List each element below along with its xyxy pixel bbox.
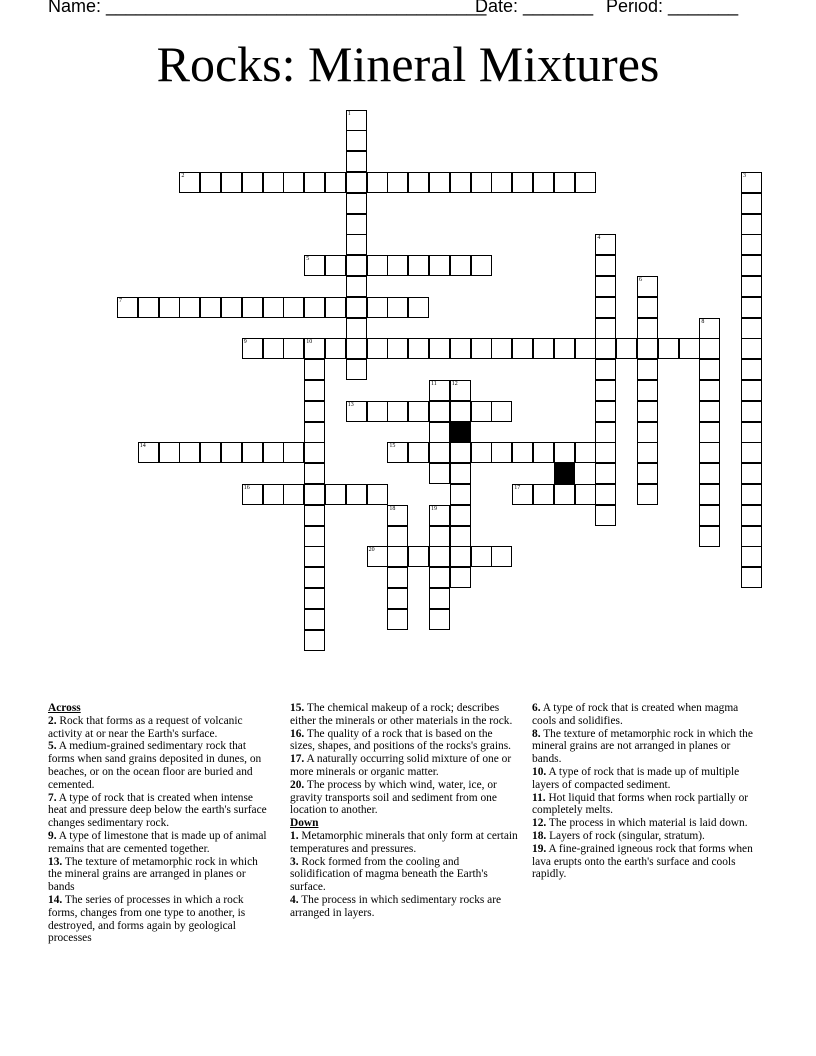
crossword-cell[interactable] bbox=[637, 401, 658, 422]
clue-text: A type of rock that is made up of multiple layers of compacted sediment. bbox=[532, 765, 740, 791]
crossword-cell[interactable] bbox=[408, 546, 429, 567]
crossword-cell[interactable] bbox=[450, 463, 471, 484]
crossword-cell[interactable] bbox=[283, 297, 304, 318]
clue-number: 8 bbox=[701, 318, 705, 325]
clue-text: The quality of a rock that is based on the sizes, shapes, and positions of the rocks's grains. bbox=[290, 727, 511, 753]
clue-text: The process in which material is laid down. bbox=[546, 817, 748, 830]
crossword-cell[interactable] bbox=[138, 297, 159, 318]
crossword-cell[interactable] bbox=[741, 526, 762, 547]
crossword-cell[interactable] bbox=[325, 172, 346, 193]
crossword-cell[interactable] bbox=[159, 442, 180, 463]
crossword-cell[interactable] bbox=[304, 567, 325, 588]
clue-item bbox=[532, 817, 762, 830]
crossword-cell[interactable] bbox=[200, 297, 221, 318]
crossword-cell[interactable] bbox=[304, 422, 325, 443]
crossword-cell[interactable] bbox=[304, 297, 325, 318]
clue-number-label: 15. bbox=[290, 702, 305, 714]
crossword-cell[interactable] bbox=[679, 338, 700, 359]
clue-number: 5 bbox=[306, 256, 310, 263]
crossword-cell[interactable] bbox=[221, 442, 242, 463]
crossword-cell[interactable] bbox=[637, 463, 658, 484]
crossword-cell[interactable] bbox=[117, 297, 138, 318]
crossword-cell[interactable] bbox=[387, 172, 408, 193]
crossword-cell[interactable] bbox=[429, 588, 450, 609]
crossword-cell[interactable] bbox=[450, 401, 471, 422]
clue-item bbox=[532, 702, 762, 728]
crossword-cell[interactable] bbox=[491, 401, 512, 422]
crossword-cell[interactable] bbox=[637, 359, 658, 380]
clue-number: 20 bbox=[368, 547, 375, 554]
crossword-cell[interactable] bbox=[429, 463, 450, 484]
across-heading: Across bbox=[48, 702, 81, 714]
crossword-cell[interactable] bbox=[179, 442, 200, 463]
name-field-label[interactable]: Name: ______________________________________ bbox=[48, 0, 487, 16]
clue-number: 2 bbox=[181, 172, 185, 179]
page-title: Rocks: Mineral Mixtures bbox=[156, 36, 660, 92]
crossword-cell[interactable] bbox=[367, 172, 388, 193]
clue-text: The chemical makeup of a rock; describes either the minerals or other materials in the rock. bbox=[290, 702, 513, 727]
crossword-cell[interactable] bbox=[325, 338, 346, 359]
crossword-cell[interactable] bbox=[387, 255, 408, 276]
crossword-cell[interactable] bbox=[741, 505, 762, 526]
crossword-cell[interactable] bbox=[304, 172, 325, 193]
crossword-cell[interactable] bbox=[741, 214, 762, 235]
crossword-cell[interactable] bbox=[429, 401, 450, 422]
clue-number-label: 16. bbox=[290, 727, 305, 740]
crossword-cell[interactable] bbox=[741, 318, 762, 339]
crossword-cell[interactable] bbox=[242, 297, 263, 318]
crossword-cell[interactable] bbox=[387, 567, 408, 588]
crossword-cell[interactable] bbox=[408, 442, 429, 463]
crossword-cell[interactable] bbox=[595, 463, 616, 484]
crossword-cell[interactable] bbox=[367, 297, 388, 318]
clue-number: 13 bbox=[347, 401, 354, 408]
crossword-cell[interactable] bbox=[637, 318, 658, 339]
clue-item bbox=[532, 766, 762, 792]
crossword-cell[interactable] bbox=[346, 193, 367, 214]
crossword-cell[interactable] bbox=[491, 338, 512, 359]
crossword-cell[interactable] bbox=[616, 338, 637, 359]
crossword-cell[interactable] bbox=[242, 484, 263, 505]
crossword-cell[interactable] bbox=[263, 297, 284, 318]
clue-text: Hot liquid that forms when rock partially or completely melts. bbox=[532, 791, 749, 817]
clue-number-label: 6. bbox=[532, 702, 541, 714]
crossword-cell[interactable] bbox=[595, 276, 616, 297]
blocked-cell bbox=[554, 463, 575, 484]
clue-number: 10 bbox=[306, 339, 313, 346]
crossword-cell[interactable] bbox=[637, 276, 658, 297]
clue-text: A naturally occurring solid mixture of one or more minerals or organic matter. bbox=[290, 753, 512, 778]
crossword-cell[interactable] bbox=[429, 338, 450, 359]
crossword-cell[interactable] bbox=[741, 463, 762, 484]
crossword-cell[interactable] bbox=[429, 546, 450, 567]
crossword-cell[interactable] bbox=[159, 297, 180, 318]
clue-number-label: 3. bbox=[290, 855, 299, 868]
crossword-cell[interactable] bbox=[283, 338, 304, 359]
crossword-cell[interactable] bbox=[741, 401, 762, 422]
crossword-cell[interactable] bbox=[429, 442, 450, 463]
crossword-cell[interactable] bbox=[741, 234, 762, 255]
crossword-cell[interactable] bbox=[533, 338, 554, 359]
crossword-cell[interactable] bbox=[304, 380, 325, 401]
clue-item bbox=[290, 753, 520, 779]
clue-item bbox=[48, 792, 273, 830]
crossword-cell[interactable] bbox=[637, 338, 658, 359]
crossword-cell[interactable] bbox=[533, 484, 554, 505]
crossword-cell[interactable] bbox=[554, 442, 575, 463]
crossword-cell[interactable] bbox=[699, 318, 720, 339]
clue-text: A type of rock that is created when magma cools and solidifies. bbox=[532, 702, 739, 727]
clue-text: A fine-grained igneous rock that forms when lava erupts onto the earth's surface and cools rapidly. bbox=[532, 842, 753, 881]
crossword-cell[interactable] bbox=[741, 193, 762, 214]
crossword-cell[interactable] bbox=[637, 442, 658, 463]
clue-number-label: 10. bbox=[532, 765, 547, 778]
crossword-cell[interactable] bbox=[512, 484, 533, 505]
clue-item bbox=[290, 702, 520, 728]
crossword-cell[interactable] bbox=[575, 442, 596, 463]
clue-text: The process by which wind, water, ice, or gravity transports soil and sediment from one location to another. bbox=[290, 778, 497, 817]
crossword-cell[interactable] bbox=[450, 380, 471, 401]
crossword-cell[interactable] bbox=[533, 172, 554, 193]
clue-column-2 bbox=[290, 702, 520, 920]
clue-text: Rock formed from the cooling and solidification of magma beneath the Earth's surface. bbox=[290, 855, 488, 894]
crossword-cell[interactable] bbox=[387, 505, 408, 526]
crossword-cell[interactable] bbox=[179, 172, 200, 193]
crossword-cell[interactable] bbox=[346, 214, 367, 235]
clue-text: The series of processes in which a rock forms, changes from one type to another, is destroyed, and forms again by geological processes bbox=[48, 893, 246, 945]
crossword-cell[interactable] bbox=[304, 546, 325, 567]
crossword-cell[interactable] bbox=[346, 255, 367, 276]
clue-number-label: 19. bbox=[532, 842, 547, 855]
clue-number-label: 7. bbox=[48, 791, 57, 804]
crossword-cell[interactable] bbox=[304, 255, 325, 276]
crossword-cell[interactable] bbox=[512, 442, 533, 463]
crossword-cell[interactable] bbox=[450, 484, 471, 505]
crossword-cell[interactable] bbox=[491, 442, 512, 463]
clue-number-label: 1. bbox=[290, 829, 299, 842]
crossword-cell[interactable] bbox=[408, 255, 429, 276]
crossword-cell[interactable] bbox=[699, 505, 720, 526]
crossword-cell[interactable] bbox=[367, 546, 388, 567]
crossword-cell[interactable] bbox=[387, 401, 408, 422]
clue-item bbox=[532, 728, 762, 766]
crossword-cell[interactable] bbox=[429, 567, 450, 588]
clue-number-label: 2. bbox=[48, 714, 57, 727]
crossword-cell[interactable] bbox=[699, 338, 720, 359]
blocked-cell bbox=[450, 422, 471, 443]
crossword-cell[interactable] bbox=[429, 255, 450, 276]
crossword-cell[interactable] bbox=[346, 359, 367, 380]
crossword-cell[interactable] bbox=[263, 172, 284, 193]
crossword-cell[interactable] bbox=[408, 172, 429, 193]
crossword-cell[interactable] bbox=[595, 297, 616, 318]
crossword-cell[interactable] bbox=[304, 588, 325, 609]
crossword-cell[interactable] bbox=[699, 463, 720, 484]
crossword-cell[interactable] bbox=[304, 463, 325, 484]
crossword-cell[interactable] bbox=[471, 442, 492, 463]
clue-text: Metamorphic minerals that only form at certain temperatures and pressures. bbox=[290, 829, 518, 855]
clue-number: 17 bbox=[514, 484, 521, 491]
crossword-cell[interactable] bbox=[429, 609, 450, 630]
crossword-cell[interactable] bbox=[741, 422, 762, 443]
crossword-cell[interactable] bbox=[450, 505, 471, 526]
clue-number-label: 14. bbox=[48, 893, 63, 906]
clue-text: A medium-grained sedimentary rock that forms when sand grains deposited in dunes, on beaches, or on the ocean floor are buried and cemented. bbox=[48, 740, 262, 791]
crossword-cell[interactable] bbox=[699, 484, 720, 505]
clue-number-label: 8. bbox=[532, 727, 541, 740]
clue-text: The texture of metamorphic rock in which the mineral grains are not arranged in planes or bands. bbox=[532, 727, 753, 766]
clue-number: 4 bbox=[597, 235, 601, 242]
crossword-cell[interactable] bbox=[263, 484, 284, 505]
crossword-cell[interactable] bbox=[346, 484, 367, 505]
crossword-cell[interactable] bbox=[387, 297, 408, 318]
crossword-cell[interactable] bbox=[512, 172, 533, 193]
crossword-cell[interactable] bbox=[304, 401, 325, 422]
clue-number-label: 20. bbox=[290, 778, 305, 791]
clue-item bbox=[290, 856, 520, 894]
clue-number-label: 4. bbox=[290, 893, 299, 906]
clue-item bbox=[48, 715, 273, 741]
crossword-cell[interactable] bbox=[637, 380, 658, 401]
crossword-cell[interactable] bbox=[595, 422, 616, 443]
clue-number: 7 bbox=[119, 297, 122, 304]
crossword-cell[interactable] bbox=[450, 526, 471, 547]
crossword-cell[interactable] bbox=[637, 484, 658, 505]
crossword-cell[interactable] bbox=[450, 172, 471, 193]
crossword-cell[interactable] bbox=[283, 172, 304, 193]
crossword-cell[interactable] bbox=[387, 442, 408, 463]
crossword-cell[interactable] bbox=[741, 359, 762, 380]
crossword-cell[interactable] bbox=[263, 338, 284, 359]
crossword-cell[interactable] bbox=[408, 401, 429, 422]
crossword-cell[interactable] bbox=[304, 526, 325, 547]
crossword-cell[interactable] bbox=[429, 380, 450, 401]
clue-item bbox=[290, 779, 520, 817]
crossword-cell[interactable] bbox=[304, 338, 325, 359]
clue-item bbox=[48, 830, 273, 856]
clue-number: 6 bbox=[639, 276, 642, 283]
crossword-cell[interactable] bbox=[471, 338, 492, 359]
clue-number-label: 18. bbox=[532, 829, 547, 842]
clue-item bbox=[48, 740, 273, 791]
crossword-cell[interactable] bbox=[429, 505, 450, 526]
crossword-cell[interactable] bbox=[242, 172, 263, 193]
clue-number: 3 bbox=[743, 172, 746, 179]
crossword-cell[interactable] bbox=[595, 484, 616, 505]
crossword-cell[interactable] bbox=[387, 526, 408, 547]
crossword-cell[interactable] bbox=[242, 338, 263, 359]
crossword-cell[interactable] bbox=[595, 380, 616, 401]
crossword-cell[interactable] bbox=[346, 110, 367, 131]
down-heading: Down bbox=[290, 817, 319, 830]
crossword-cell[interactable] bbox=[367, 401, 388, 422]
crossword-cell[interactable] bbox=[325, 297, 346, 318]
clue-number: 15 bbox=[389, 443, 396, 450]
crossword-cell[interactable] bbox=[741, 255, 762, 276]
crossword-cell[interactable] bbox=[325, 484, 346, 505]
crossword-cell[interactable] bbox=[637, 297, 658, 318]
crossword-cell[interactable] bbox=[471, 546, 492, 567]
crossword-cell[interactable] bbox=[741, 567, 762, 588]
crossword-cell[interactable] bbox=[138, 442, 159, 463]
crossword-cell[interactable] bbox=[637, 422, 658, 443]
crossword-cell[interactable] bbox=[304, 442, 325, 463]
crossword-cell[interactable] bbox=[741, 546, 762, 567]
crossword-cell[interactable] bbox=[450, 546, 471, 567]
crossword-cell[interactable] bbox=[304, 505, 325, 526]
crossword-cell[interactable] bbox=[346, 276, 367, 297]
crossword-cell[interactable] bbox=[741, 442, 762, 463]
clue-text: Rock that forms as a request of volcanic activity at or near the Earth's surface. bbox=[48, 714, 243, 740]
clue-column-1 bbox=[48, 702, 273, 945]
crossword-cell[interactable] bbox=[346, 234, 367, 255]
period-field-label[interactable]: Period: _______ bbox=[606, 0, 739, 16]
crossword-cell[interactable] bbox=[595, 442, 616, 463]
crossword-cell[interactable] bbox=[699, 526, 720, 547]
crossword-cell[interactable] bbox=[595, 359, 616, 380]
clue-item bbox=[532, 830, 762, 843]
clue-number-label: 12. bbox=[532, 817, 547, 830]
clue-number-label: 9. bbox=[48, 829, 57, 842]
clue-number: 16 bbox=[243, 484, 250, 491]
crossword-cell[interactable] bbox=[429, 172, 450, 193]
crossword-cell[interactable] bbox=[387, 338, 408, 359]
crossword-cell[interactable] bbox=[346, 130, 367, 151]
crossword-cell[interactable] bbox=[595, 234, 616, 255]
clue-item bbox=[290, 894, 520, 920]
crossword-cell[interactable] bbox=[741, 380, 762, 401]
clue-number-label: 11. bbox=[532, 791, 546, 804]
crossword-cell[interactable] bbox=[200, 442, 221, 463]
clue-column-3 bbox=[532, 702, 762, 881]
crossword-cell[interactable] bbox=[741, 338, 762, 359]
crossword-cell[interactable] bbox=[387, 609, 408, 630]
crossword-cell[interactable] bbox=[575, 338, 596, 359]
clue-number: 1 bbox=[347, 110, 351, 117]
crossword-cell[interactable] bbox=[429, 422, 450, 443]
crossword-cell[interactable] bbox=[471, 172, 492, 193]
crossword-cell[interactable] bbox=[575, 172, 596, 193]
crossword-cell[interactable] bbox=[699, 422, 720, 443]
crossword-cell[interactable] bbox=[200, 172, 221, 193]
clue-number: 12 bbox=[451, 380, 458, 387]
crossword-cell[interactable] bbox=[699, 401, 720, 422]
crossword-cell[interactable] bbox=[304, 609, 325, 630]
crossword-cell[interactable] bbox=[575, 484, 596, 505]
clue-text: The process in which sedimentary rocks are arranged in layers. bbox=[290, 893, 502, 919]
crossword-cell[interactable] bbox=[304, 359, 325, 380]
clue-item bbox=[532, 792, 762, 818]
crossword-cell[interactable] bbox=[367, 338, 388, 359]
crossword-cell[interactable] bbox=[595, 401, 616, 422]
crossword-cell[interactable] bbox=[658, 338, 679, 359]
clue-number: 9 bbox=[243, 339, 247, 346]
crossword-cell[interactable] bbox=[554, 338, 575, 359]
crossword-cell[interactable] bbox=[595, 255, 616, 276]
clue-text: A type of rock that is created when intense heat and pressure deep below the earth's surface changes sedimentary rock. bbox=[48, 791, 267, 830]
clue-number: 14 bbox=[139, 443, 146, 450]
crossword-cell[interactable] bbox=[408, 338, 429, 359]
crossword-cell[interactable] bbox=[450, 338, 471, 359]
crossword-cell[interactable] bbox=[346, 172, 367, 193]
crossword-cell[interactable] bbox=[346, 151, 367, 172]
clue-text: Layers of rock (singular, stratum). bbox=[546, 829, 705, 842]
crossword-cell[interactable] bbox=[283, 442, 304, 463]
crossword-cell[interactable] bbox=[304, 630, 325, 651]
crossword-cell[interactable] bbox=[387, 588, 408, 609]
clue-item bbox=[290, 830, 520, 856]
crossword-cell[interactable] bbox=[595, 318, 616, 339]
crossword-cell[interactable] bbox=[699, 380, 720, 401]
crossword-cell[interactable] bbox=[699, 359, 720, 380]
clue-text: The texture of metamorphic rock in which the mineral grains are arranged in planes or bands bbox=[48, 855, 258, 894]
crossword-cell[interactable] bbox=[304, 484, 325, 505]
date-field-label[interactable]: Date: _______ bbox=[475, 0, 594, 16]
crossword-cell[interactable] bbox=[346, 318, 367, 339]
crossword-cell[interactable] bbox=[221, 172, 242, 193]
clue-text: A type of limestone that is made up of animal remains that are cemented together. bbox=[48, 829, 267, 855]
crossword-cell[interactable] bbox=[367, 255, 388, 276]
crossword-cell[interactable] bbox=[346, 401, 367, 422]
crossword-cell[interactable] bbox=[741, 172, 762, 193]
crossword-cell[interactable] bbox=[450, 567, 471, 588]
clue-number: 18 bbox=[389, 505, 396, 512]
crossword-cell[interactable] bbox=[408, 297, 429, 318]
crossword-cell[interactable] bbox=[325, 255, 346, 276]
crossword-cell[interactable] bbox=[533, 442, 554, 463]
clue-item bbox=[532, 843, 762, 881]
crossword-cell[interactable] bbox=[429, 526, 450, 547]
crossword-cell[interactable] bbox=[595, 505, 616, 526]
crossword-cell[interactable] bbox=[491, 546, 512, 567]
crossword-cell[interactable] bbox=[554, 172, 575, 193]
clue-number-label: 17. bbox=[290, 753, 305, 766]
crossword-cell[interactable] bbox=[346, 297, 367, 318]
crossword-cell[interactable] bbox=[741, 276, 762, 297]
clue-number-label: 5. bbox=[48, 740, 57, 753]
crossword-cell[interactable] bbox=[221, 297, 242, 318]
crossword-cell[interactable] bbox=[179, 297, 200, 318]
clue-item bbox=[290, 728, 520, 754]
crossword-cell[interactable] bbox=[554, 484, 575, 505]
crossword-cell[interactable] bbox=[283, 484, 304, 505]
crossword-cell[interactable] bbox=[346, 338, 367, 359]
crossword-cell[interactable] bbox=[387, 546, 408, 567]
crossword-cell[interactable] bbox=[450, 255, 471, 276]
crossword-cell[interactable] bbox=[699, 442, 720, 463]
crossword-cell[interactable] bbox=[263, 442, 284, 463]
crossword-cell[interactable] bbox=[491, 172, 512, 193]
crossword-cell[interactable] bbox=[595, 338, 616, 359]
crossword-cell[interactable] bbox=[450, 442, 471, 463]
crossword-cell[interactable] bbox=[242, 442, 263, 463]
clue-item bbox=[48, 856, 273, 894]
crossword-cell[interactable] bbox=[512, 338, 533, 359]
crossword-cell[interactable] bbox=[471, 255, 492, 276]
crossword-cell[interactable] bbox=[741, 297, 762, 318]
crossword-cell[interactable] bbox=[471, 401, 492, 422]
clue-number: 19 bbox=[431, 505, 437, 512]
crossword-cell[interactable] bbox=[741, 484, 762, 505]
clue-number: 11 bbox=[431, 380, 437, 387]
crossword-cell[interactable] bbox=[367, 484, 388, 505]
clue-item bbox=[48, 894, 273, 945]
clue-number-label: 13. bbox=[48, 855, 63, 868]
